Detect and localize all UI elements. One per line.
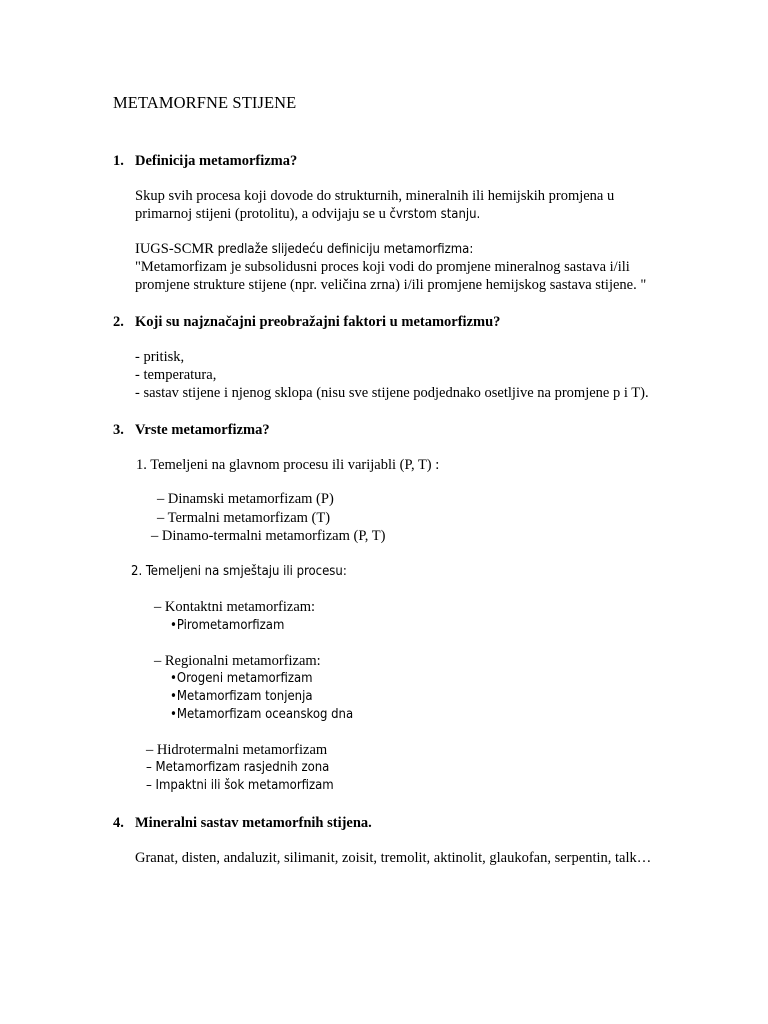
q1-text-run: čvrstom stanju. bbox=[389, 207, 481, 222]
list-item: - sastav stijene i njenog sklopa (nisu sve stijene podjednako osetljive na promjene p i T). bbox=[135, 385, 649, 401]
list-item: - pritisk, bbox=[135, 349, 185, 365]
q1-text-run: predlaže slijedeću definiciju metamorfizma: bbox=[217, 242, 474, 257]
q1-text-run: promjene strukture stijene (npr. veličina zrna) bbox=[135, 277, 400, 293]
section-3-title: Vrste metamorfizma? bbox=[135, 422, 270, 438]
list-item: – Metamorfizam rasjednih zona bbox=[146, 760, 330, 775]
mineral-list: Granat, disten, andaluzit, silimanit, zoisit, tremolit, aktinolit, glaukofan, serpentin, talk… bbox=[135, 850, 652, 866]
list-item: – Dinamo-termalni metamorfizam (P, T) bbox=[151, 528, 386, 544]
section-4-number: 4. bbox=[113, 815, 124, 831]
section-4-heading bbox=[113, 814, 372, 832]
section-2-title: Koji su najznačajni preobražajni faktori u metamorfizmu? bbox=[135, 314, 501, 330]
bullet-item: •Metamorfizam tonjenja bbox=[170, 689, 313, 704]
section-4-title: Mineralni sastav metamorfnih stijena. bbox=[135, 815, 372, 831]
q1-definition-line bbox=[135, 240, 473, 259]
q1-paragraph-line: Skup svih procesa koji dovode do strukturnih, mineralnih ili hemijskih promjena u bbox=[135, 188, 615, 204]
section-2-number: 2. bbox=[113, 314, 124, 330]
q1-text-run: IUGS-SCMR bbox=[135, 241, 214, 257]
list-item: – Regionalni metamorfizam: bbox=[154, 653, 321, 669]
list-item: – Hidrotermalni metamorfizam bbox=[146, 742, 328, 758]
bullet-item: •Orogeni metamorfizam bbox=[170, 671, 313, 686]
section-2-heading bbox=[113, 313, 500, 331]
bullet-item: •Metamorfizam oceanskog dna bbox=[170, 707, 354, 722]
q1-definition-line bbox=[135, 276, 646, 294]
subsection-heading: 2. Temeljeni na smještaju ili procesu: bbox=[131, 564, 347, 579]
list-item: – Kontaktni metamorfizam: bbox=[154, 599, 316, 615]
q1-definition-line: "Metamorfizam je subsolidusni proces koji vodi do promjene mineralnog sastava i/ili bbox=[135, 259, 630, 275]
q1-text-run: primarnoj stijeni (protolitu), a odvijaju se u bbox=[135, 206, 386, 222]
list-item: – Dinamski metamorfizam (P) bbox=[157, 491, 334, 507]
list-item: – Termalni metamorfizam (T) bbox=[157, 510, 331, 526]
list-item: – Impaktni ili šok metamorfizam bbox=[146, 778, 334, 793]
q1-text-run: i/ili promjene hemijskog sastava stijene. " bbox=[403, 277, 647, 293]
section-1-title: Definicija metamorfizma? bbox=[135, 153, 298, 169]
list-item: - temperatura, bbox=[135, 367, 217, 383]
section-3-number: 3. bbox=[113, 422, 124, 438]
subsection-heading: 1. Temeljeni na glavnom procesu ili varijabli (P, T) : bbox=[136, 457, 440, 473]
section-3-heading bbox=[113, 421, 270, 439]
section-1-heading bbox=[113, 152, 297, 170]
page-title: METAMORFNE STIJENE bbox=[113, 93, 297, 112]
section-1-number: 1. bbox=[113, 153, 124, 169]
q1-paragraph-line bbox=[135, 205, 480, 224]
bullet-item: •Pirometamorfizam bbox=[170, 618, 285, 633]
